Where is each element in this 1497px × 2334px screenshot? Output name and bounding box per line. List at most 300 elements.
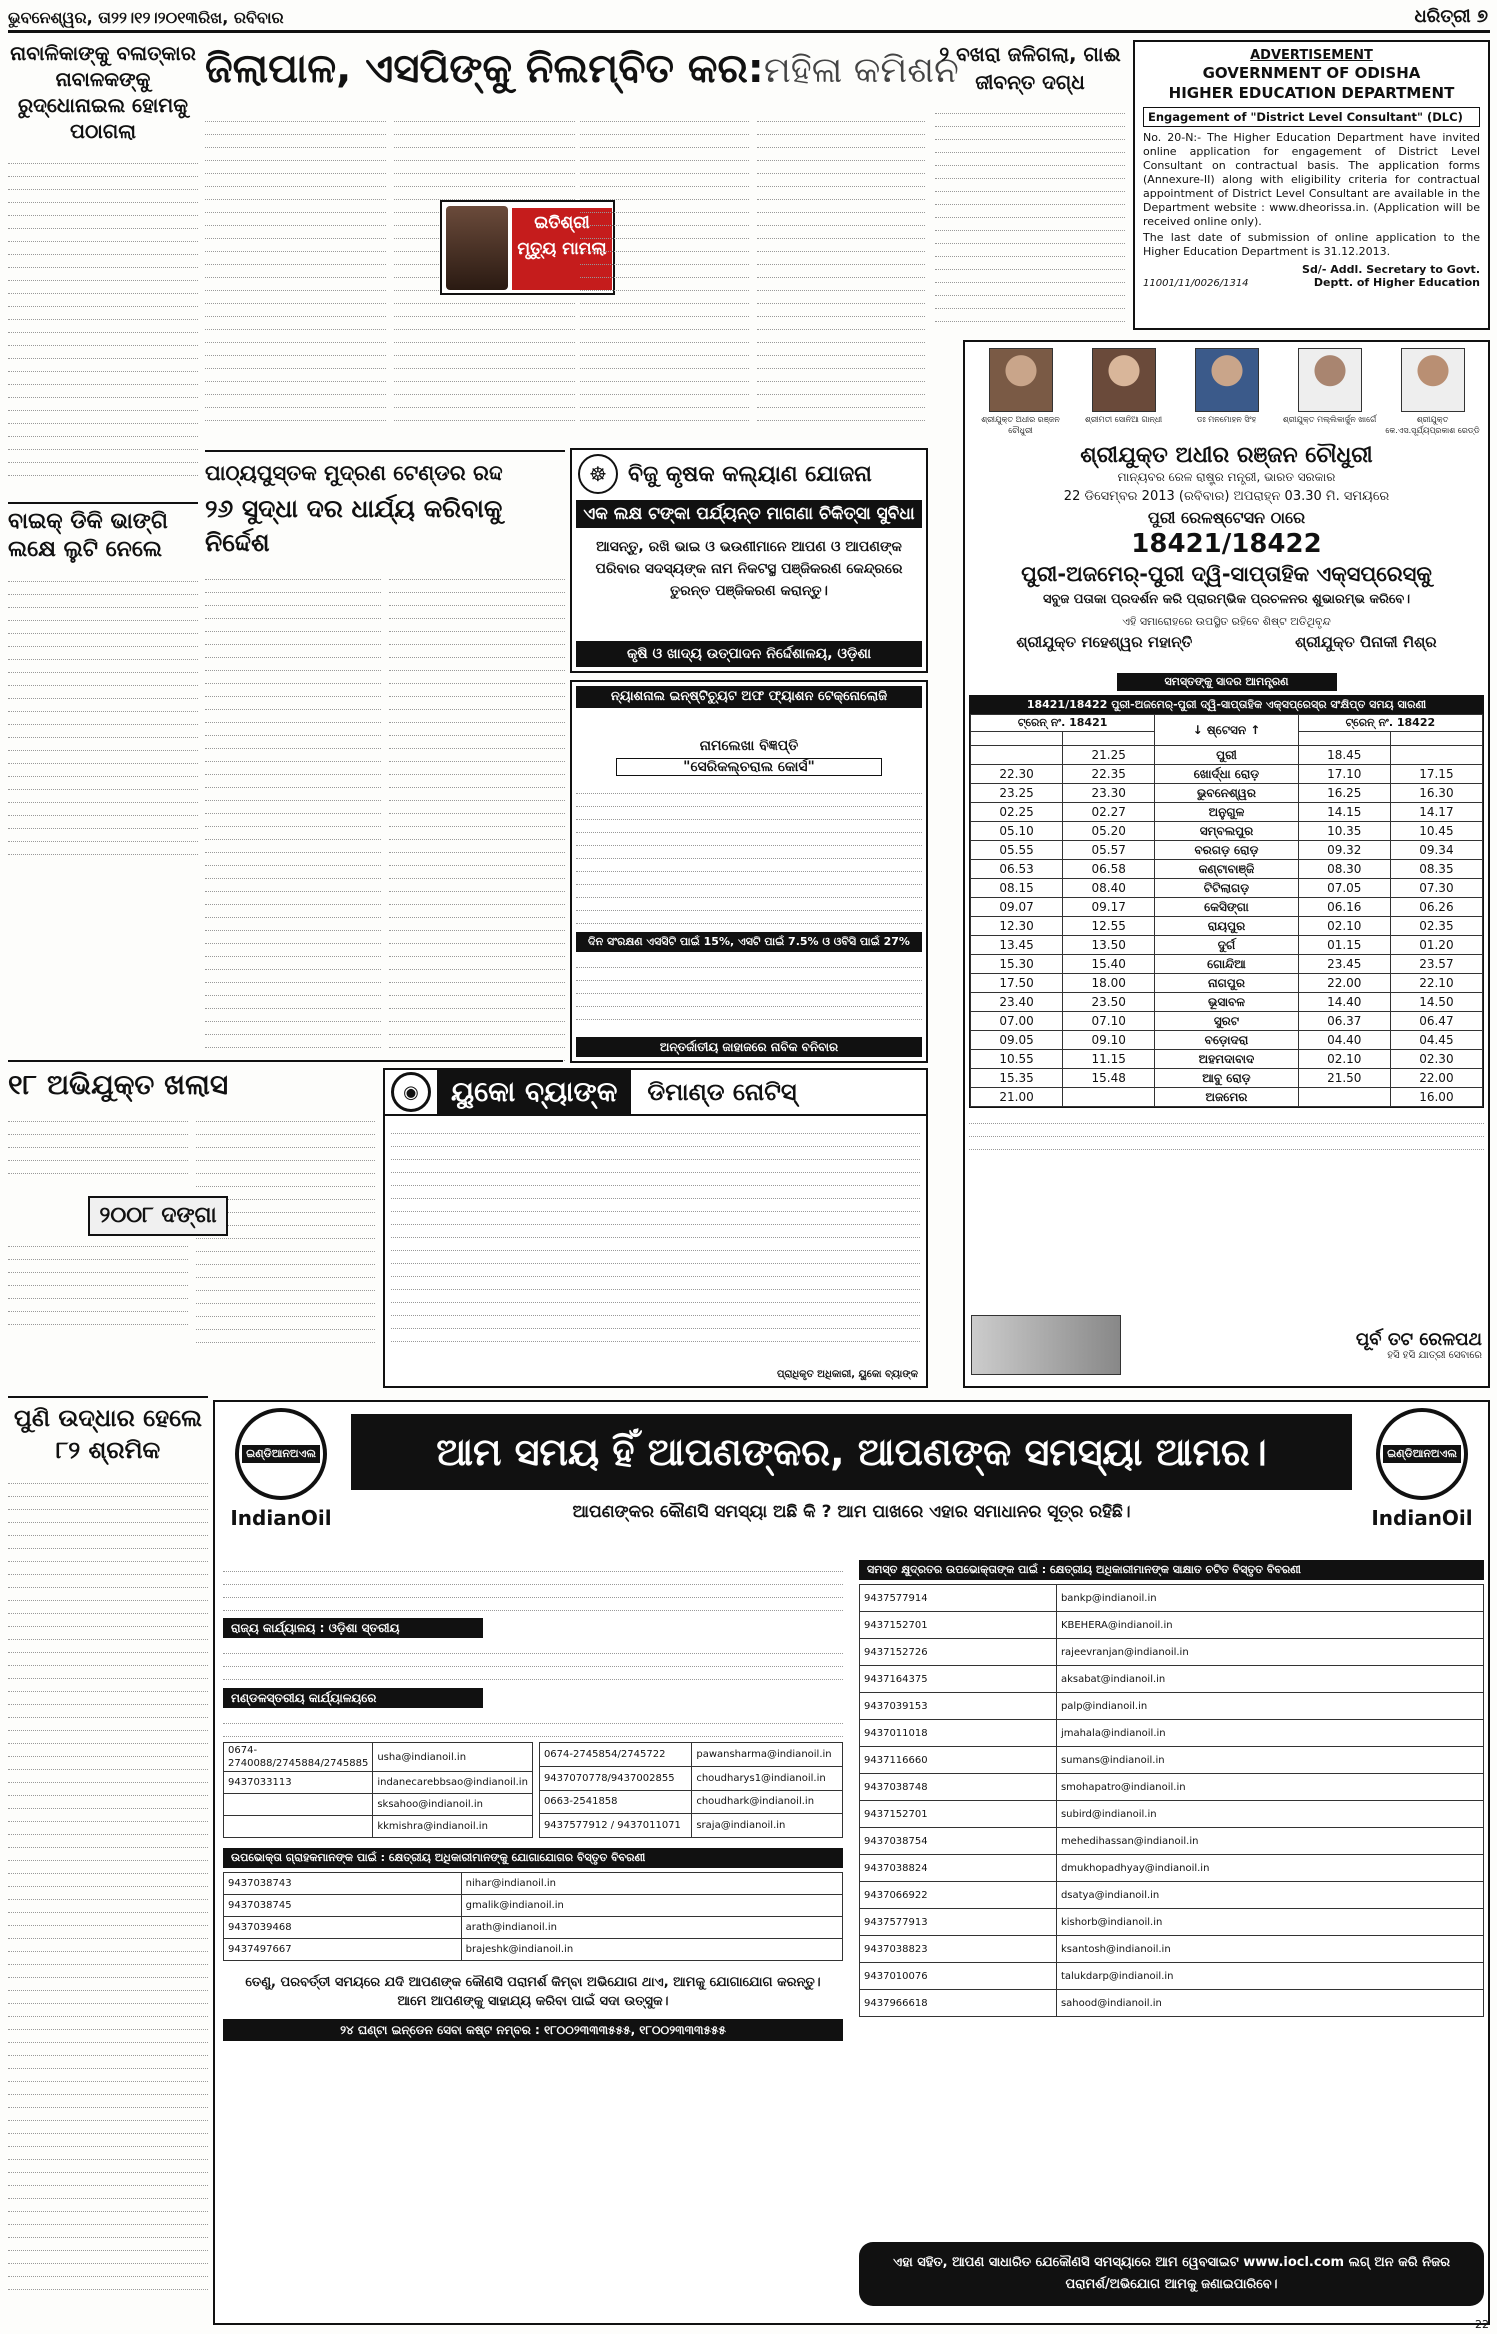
time-cell: 02.27 xyxy=(1063,803,1155,822)
station-cell: ଦୁର୍ଗ xyxy=(1155,936,1298,955)
odisha-ad xyxy=(1133,40,1490,330)
station-cell: ସୁରଟ xyxy=(1155,1012,1298,1031)
contact-row xyxy=(224,1743,533,1772)
fire-story xyxy=(935,40,1125,340)
contact-row xyxy=(860,1963,1484,1990)
time-cell: 18.00 xyxy=(1063,974,1155,993)
leader-name: ଡଃ ମନମୋହନ ସିଂହ xyxy=(1196,415,1257,424)
timetable xyxy=(969,695,1484,1108)
station-cell: ଖୋର୍ଦ୍ଧା ରୋଡ଼ xyxy=(1155,765,1298,784)
contact-email[interactable]: talukdarp@indianoil.in xyxy=(1056,1963,1483,1990)
contact-email[interactable]: choudharys1@indianoil.in xyxy=(692,1766,843,1790)
lead-headline xyxy=(205,40,959,100)
portrait-image xyxy=(446,206,508,290)
ad-label: ADVERTISEMENT xyxy=(1250,48,1373,63)
station-cell: ରାୟପୁର xyxy=(1155,917,1298,936)
contact-row xyxy=(539,1766,842,1790)
leader xyxy=(1385,348,1481,436)
time-cell xyxy=(971,746,1063,765)
contact-row xyxy=(860,1774,1484,1801)
contact-email[interactable]: arath@indianoil.in xyxy=(461,1917,842,1939)
contact-phone: 9437038754 xyxy=(860,1828,1057,1855)
time-cell: 01.20 xyxy=(1390,936,1482,955)
time-cell: 23.57 xyxy=(1390,955,1482,974)
ad-body: ଆସନ୍ତୁ, ରଖି ଭାଇ ଓ ଭଉଣୀମାନେ ଆପଣ ଓ ଆପଣଙ୍କ ପରିବାର ସଦସ୍ୟଙ୍କ ନାମ ନିକଟସ୍ଥ ପଞ୍ଜିକରଣ କେନ୍ଦ୍ରରେ ତୁରନ୍ତ ପଞ୍ଜିକରଣ କରାନ୍ତୁ। xyxy=(595,539,903,599)
contact-row xyxy=(860,1720,1484,1747)
timetable-row xyxy=(971,803,1483,822)
time-cell: 21.50 xyxy=(1298,1069,1390,1088)
contact-email[interactable]: pawansharma@indianoil.in xyxy=(692,1743,843,1767)
contact-email[interactable]: mehedihassan@indianoil.in xyxy=(1056,1828,1483,1855)
ioc-brand: IndianOil xyxy=(230,1506,332,1530)
lead-headline-tail: ମହିଳା କମିଶନ xyxy=(763,50,959,91)
ad-title: Engagement of "District Level Consultant" (DLC) xyxy=(1143,107,1480,127)
contact-phone: 9437038745 xyxy=(224,1895,462,1917)
time-cell: 08.35 xyxy=(1390,860,1482,879)
ioc-contacts-c xyxy=(223,1872,843,1961)
timetable-row xyxy=(971,841,1483,860)
timetable-row xyxy=(971,822,1483,841)
time-cell: 23.50 xyxy=(1063,993,1155,1012)
uco-brand: ୟୁକୋ ବ୍ୟାଙ୍କ xyxy=(437,1070,631,1114)
contact-row xyxy=(224,1917,843,1939)
contact-row xyxy=(860,1990,1484,2017)
time-cell: 22.00 xyxy=(1298,974,1390,993)
time-cell: 13.50 xyxy=(1063,936,1155,955)
contact-phone: 9437152701 xyxy=(860,1801,1057,1828)
ad-notice: ନାମଲେଖା ବିଜ୍ଞପ୍ତି xyxy=(699,738,799,754)
contact-row xyxy=(860,1666,1484,1693)
ioc-brand: IndianOil xyxy=(1371,1506,1473,1530)
contact-row xyxy=(224,1794,533,1816)
timetable-row xyxy=(971,784,1483,803)
station-cell: ଅନୁଗୁଳ xyxy=(1155,803,1298,822)
contact-email[interactable]: brajeshk@indianoil.in xyxy=(461,1939,842,1961)
time-cell: 17.10 xyxy=(1298,765,1390,784)
story-head: ୧୮ ଅଭିଯୁକ୍ତ ଖଲାସ xyxy=(8,1068,229,1101)
story-head: ବାଇକ୍ ଡିକି ଭାଙ୍ଗି ଲକ୍ଷେ ଲୁଟି ନେଲେ xyxy=(8,502,198,564)
station-cell: ଟିଟିଲାଗଡ଼ xyxy=(1155,879,1298,898)
time-cell: 07.10 xyxy=(1063,1012,1155,1031)
ioc-section: ମଣ୍ଡଳସ୍ତରୀୟ କାର୍ଯ୍ୟାଳୟରେ xyxy=(223,1688,483,1708)
station-cell: ଆବୁ ରୋଡ଼ xyxy=(1155,1069,1298,1088)
contact-phone: 9437033113 xyxy=(224,1772,373,1794)
time-cell: 10.55 xyxy=(971,1050,1063,1069)
lead-body-right xyxy=(580,110,925,440)
time-cell: 16.30 xyxy=(1390,784,1482,803)
ioc-web-line: ଏହା ସହିତ, ଆପଣ ସାଧାରିତ ଯେକୌଣସି ସମସ୍ୟାରେ ଆମ ୱେବସାଇଟ www.iocl.com ଲଗ୍ ଅନ କରି ନିଜର ପରାମର୍ଶ/ଅଭିଯୋଗ ଆମକୁ ଜଣାଇପାରିବେ। xyxy=(859,2242,1484,2306)
divider xyxy=(8,1396,208,1398)
leader-name: ଶ୍ରୀଯୁକ୍ତ ଅଧୀର ରଞ୍ଜନ ଚୌଧୁରୀ xyxy=(981,415,1060,435)
time-cell: 09.17 xyxy=(1063,898,1155,917)
timetable-title: 18421/18422 ପୁରୀ-ଅଜମେର୍-ପୁରୀ ଦ୍ୱି-ସାପ୍ତାହିକ ଏକ୍ସପ୍ରେସ୍‌ର ସଂକ୍ଷିପ୍ତ ସମୟ ସାରଣୀ xyxy=(970,696,1483,714)
leader-name: ଶ୍ରୀମତୀ ସୋନିଆ ଗାନ୍ଧୀ xyxy=(1084,415,1163,424)
contact-phone: 9437039153 xyxy=(860,1693,1057,1720)
contact-row xyxy=(860,1801,1484,1828)
time-cell: 09.34 xyxy=(1390,841,1482,860)
railway-tagline: ହସି ହସି ଯାତ୍ରୀ ସେବାରେ xyxy=(1387,1350,1482,1361)
ioc-section: ସମସ୍ତ କ୍ଷୁଦ୍ରତର ଉପଭୋକ୍ତାଙ୍କ ପାଇଁ : କ୍ଷେତ୍ରୀୟ ଅଧିକାରୀମାନଙ୍କ ସାକ୍ଷାତ ଚଟିତ ବିସ୍ତୃତ ବିବରଣୀ xyxy=(859,1560,1484,1580)
train-name: ପୁରୀ-ଅଜମେର୍-ପୁରୀ ଦ୍ୱି-ସାପ୍ତାହିକ ଏକ୍ସପ୍ରେସ୍‌କୁ xyxy=(1021,562,1432,586)
contact-phone: 9437164375 xyxy=(860,1666,1057,1693)
time-cell: 16.25 xyxy=(1298,784,1390,803)
timetable-row xyxy=(971,993,1483,1012)
timetable-row xyxy=(971,746,1483,765)
time-cell: 09.07 xyxy=(971,898,1063,917)
contact-phone: 9437038823 xyxy=(860,1936,1057,1963)
time-cell: 05.55 xyxy=(971,841,1063,860)
story-subhead: ୨୬ ସୁଦ୍ଧା ଦର ଧାର୍ଯ୍ୟ କରିବାକୁ ନିର୍ଦ୍ଦେଶ xyxy=(205,494,503,557)
ad-fee-line: ଦିନ ସଂରକ୍ଷଣ ଏସସିଟି ପାଇଁ 15%, ଏସଟି ପାଇଁ 7.5% ଓ ଓବିସି ପାଇଁ 27% xyxy=(576,932,922,952)
contact-phone: 9437116660 xyxy=(860,1747,1057,1774)
time-cell xyxy=(1390,746,1482,765)
uco-logo-icon: ◉ xyxy=(391,1072,431,1112)
contact-email[interactable]: gmalik@indianoil.in xyxy=(461,1895,842,1917)
ad-footer: ଅନ୍ତର୍ଜାତୀୟ ଜାହାଜରେ ନାବିକ ବନିବାର xyxy=(576,1037,922,1057)
contact-phone: 9437152726 xyxy=(860,1639,1057,1666)
contact-phone: 9437152701 xyxy=(860,1612,1057,1639)
divider xyxy=(205,450,565,452)
contact-email[interactable]: indanecarebbsao@indianoil.in xyxy=(373,1772,533,1794)
paper-name: ଧରିତ୍ରୀ ୭ xyxy=(1414,6,1488,27)
ioc-left xyxy=(223,1560,843,2320)
contact-row xyxy=(860,1639,1484,1666)
story-head: ନାବାଳିକାଙ୍କୁ ବଳାତ୍କାର ନାବାଳକଙ୍କୁ ରୁଦ୍ଧୋନାଇଲ ହୋମକୁ ପଠାଗଲା xyxy=(10,41,196,143)
uco-signer: ପ୍ରାଧିକୃତ ଅଧିକାରୀ, ୟୁକୋ ବ୍ୟାଙ୍କ xyxy=(776,1369,918,1380)
guest-name: ଶ୍ରୀଯୁକ୍ତ ମହେଶ୍ୱର ମହାନ୍ତି xyxy=(1016,633,1193,651)
time-cell: 04.40 xyxy=(1298,1031,1390,1050)
station-cell: କେସିଙ୍ଗା xyxy=(1155,898,1298,917)
contact-phone: 0663-2541858 xyxy=(539,1790,691,1814)
time-cell: 06.53 xyxy=(971,860,1063,879)
time-cell: 05.57 xyxy=(1063,841,1155,860)
ioc-logo-mark: ଇଣ୍ଡିଆନଅଏଲ xyxy=(1383,1445,1461,1463)
contact-row xyxy=(860,1828,1484,1855)
time-cell: 21.00 xyxy=(971,1088,1063,1107)
textbook-story xyxy=(205,458,565,1078)
train-b-header: ଟ୍ରେନ୍ ନଂ. 18422 xyxy=(1298,715,1482,732)
dateline: ଭୁବନେଶ୍ୱର, ତା୨୨।୧୨।୨୦୧୩ରିଖ, ରବିବାର xyxy=(8,8,284,27)
contact-phone xyxy=(224,1794,373,1816)
ad-sign2: Deptt. of Higher Education xyxy=(1313,276,1480,289)
story-body xyxy=(8,570,198,870)
leader-name: ଶ୍ରୀଯୁକ୍ତ କେ.ଏସ.ସୂର୍ଯ୍ୟପ୍ରକାଶ ରେଡ୍ଡି xyxy=(1385,415,1480,435)
contact-phone: 9437966618 xyxy=(860,1990,1057,2017)
contact-phone: 9437577913 xyxy=(860,1909,1057,1936)
train-a-header: ଟ୍ରେନ୍ ନଂ. 18421 xyxy=(971,715,1155,732)
contact-row xyxy=(224,1816,533,1838)
story-body xyxy=(205,568,565,1078)
contact-email[interactable]: KBEHERA@indianoil.in xyxy=(1056,1612,1483,1639)
contact-email[interactable]: sraja@indianoil.in xyxy=(692,1814,843,1838)
divider xyxy=(8,1060,563,1062)
ad-footer: କୃଷି ଓ ଖାଦ୍ୟ ଉତ୍ପାଦନ ନିର୍ଦ୍ଦେଶାଳୟ, ଓଡ଼ିଶା xyxy=(576,641,922,667)
timetable-row xyxy=(971,898,1483,917)
masthead-rule xyxy=(8,30,1490,33)
station-cell: ଭୂସାବଳ xyxy=(1155,993,1298,1012)
ioc-contacts-b xyxy=(539,1742,843,1838)
contact-email[interactable]: ksantosh@indianoil.in xyxy=(1056,1936,1483,1963)
time-cell: 02.35 xyxy=(1390,917,1482,936)
station-cell: କଣ୍ଟାବାଞ୍ଜି xyxy=(1155,860,1298,879)
ioc-helpline: ୨୪ ଘଣ୍ଟା ଇନ୍‌ଡେନ ସେବା କଷ୍ଟ ନମ୍ବର : ୧୮୦୦୨୩୩୩୫୫୫, ୧୮୦୦୨୩୩୩୫୫୫ xyxy=(223,2019,843,2041)
ioc-contact-tables xyxy=(223,1742,843,1838)
contact-email[interactable]: jmahala@indianoil.in xyxy=(1056,1720,1483,1747)
ioc-headline: ଆମ ସମୟ ହିଁ ଆପଣଙ୍କର, ଆପଣଙ୍କ ସମସ୍ୟା ଆମର। xyxy=(351,1414,1352,1490)
timetable-row xyxy=(971,1050,1483,1069)
event-station: ପୁରୀ ରେଳଷ୍ଟେସନ ଠାରେ xyxy=(1147,508,1306,527)
minister-title: ମାନ୍ୟବର ରେଳ ରାଷ୍ଟ୍ର ମନ୍ତ୍ରୀ, ଭାରତ ସରକାର xyxy=(1117,470,1336,484)
time-cell: 22.00 xyxy=(1390,1069,1482,1088)
welcome-banner: ସମସ୍ତଙ୍କୁ ସାଦର ଆମନ୍ତ୍ରଣ xyxy=(1117,673,1337,691)
time-cell: 23.30 xyxy=(1063,784,1155,803)
station-cell: ବଡ଼ୋଦରା xyxy=(1155,1031,1298,1050)
leader xyxy=(1282,348,1378,436)
story-head: ପୁଣି ଉଦ୍ଧାର ହେଲେ ୮୨ ଶ୍ରମିକ xyxy=(13,1404,203,1464)
contact-email[interactable]: kishorb@indianoil.in xyxy=(1056,1909,1483,1936)
time-cell: 14.50 xyxy=(1390,993,1482,1012)
contact-email[interactable]: aksabat@indianoil.in xyxy=(1056,1666,1483,1693)
event-date: 22 ଡିସେମ୍ବର 2013 (ରବିବାର) ଅପରାହ୍ନ 03.30 ମି. ସମୟରେ xyxy=(1063,489,1390,504)
contact-row xyxy=(539,1790,842,1814)
contact-row xyxy=(224,1772,533,1794)
contact-phone: 9437497667 xyxy=(224,1939,462,1961)
contact-email[interactable]: sksahoo@indianoil.in xyxy=(373,1794,533,1816)
time-cell: 06.58 xyxy=(1063,860,1155,879)
contact-phone: 0674-2745854/2745722 xyxy=(539,1743,691,1767)
time-cell: 22.30 xyxy=(971,765,1063,784)
time-cell: 13.45 xyxy=(971,936,1063,955)
train-image xyxy=(971,1315,1121,1375)
ioc-ad xyxy=(213,1400,1490,2325)
story-head: ୨ ବଖରା ଜଳିଗଲା, ଗାଈ ଜୀବନ୍ତ ଦଗ୍ଧ xyxy=(939,42,1121,94)
contact-row xyxy=(860,1909,1484,1936)
station-cell: ଅହମଦାବାଦ xyxy=(1155,1050,1298,1069)
timetable-table xyxy=(970,714,1483,1107)
contact-phone xyxy=(224,1816,373,1838)
ioc-contacts-right xyxy=(859,1584,1484,2017)
contact-email[interactable]: bankp@indianoil.in xyxy=(1056,1585,1483,1612)
time-cell: 06.26 xyxy=(1390,898,1482,917)
leader-name: ଶ୍ରୀଯୁକ୍ତ ମଲ୍ଲିକାର୍ଜୁନ ଖାର୍ଗେ xyxy=(1282,415,1377,424)
timetable-row xyxy=(971,974,1483,993)
ioc-logo-left xyxy=(221,1408,341,1548)
ad-deadline: The last date of submission of online application to the Higher Education Department is 31.12.2013. xyxy=(1143,231,1480,258)
contact-row xyxy=(860,1747,1484,1774)
ad-ref: 11001/11/0026/1314 xyxy=(1143,278,1249,289)
timetable-row xyxy=(971,936,1483,955)
timetable-row xyxy=(971,860,1483,879)
leader-photo xyxy=(1298,348,1362,412)
ad-org: GOVERNMENT OF ODISHA xyxy=(1202,64,1421,82)
time-cell: 01.15 xyxy=(1298,936,1390,955)
time-cell: 02.25 xyxy=(971,803,1063,822)
time-cell: 22.10 xyxy=(1390,974,1482,993)
time-cell: 04.45 xyxy=(1390,1031,1482,1050)
time-cell: 17.50 xyxy=(971,974,1063,993)
station-cell: ପୁରୀ xyxy=(1155,746,1298,765)
station-cell: ଅଜମେର xyxy=(1155,1088,1298,1107)
minister-name: ଶ୍ରୀଯୁକ୍ତ ଅଧୀର ରଞ୍ଜନ ଚୌଧୁରୀ xyxy=(1080,443,1373,468)
time-cell: 09.10 xyxy=(1063,1031,1155,1050)
contact-email[interactable]: dmukhopadhyay@indianoil.in xyxy=(1056,1855,1483,1882)
timetable-row xyxy=(971,1012,1483,1031)
contact-phone: 9437039468 xyxy=(224,1917,462,1939)
uco-ad xyxy=(383,1068,928,1388)
station-header: ↓ ଷ୍ଟେସନ ↑ xyxy=(1155,715,1298,746)
time-cell: 15.48 xyxy=(1063,1069,1155,1088)
contact-email[interactable]: dsatya@indianoil.in xyxy=(1056,1882,1483,1909)
contact-email[interactable]: smohapatro@indianoil.in xyxy=(1056,1774,1483,1801)
story-body xyxy=(935,102,1125,332)
time-cell: 07.30 xyxy=(1390,879,1482,898)
contact-row xyxy=(860,1936,1484,1963)
contact-email[interactable]: sahood@indianoil.in xyxy=(1056,1990,1483,2017)
contact-email[interactable]: subird@indianoil.in xyxy=(1056,1801,1483,1828)
rail-ad xyxy=(963,340,1490,1388)
nift-ad xyxy=(570,680,928,1063)
contact-phone: 9437010076 xyxy=(860,1963,1057,1990)
time-cell: 11.15 xyxy=(1063,1050,1155,1069)
contact-row xyxy=(860,1585,1484,1612)
time-cell: 08.40 xyxy=(1063,879,1155,898)
flag-line: ସବୁଜ ପତାକା ପ୍ରଦର୍ଶନ କରି ପ୍ରାରମ୍ଭିକ ପ୍ରଚଳନର ଶୁଭାରମ୍ଭ କରିବେ। xyxy=(1042,592,1411,607)
contact-row xyxy=(224,1939,843,1961)
time-cell: 09.05 xyxy=(971,1031,1063,1050)
time-cell: 12.55 xyxy=(1063,917,1155,936)
time-cell: 15.35 xyxy=(971,1069,1063,1088)
time-cell: 06.16 xyxy=(1298,898,1390,917)
time-cell: 15.30 xyxy=(971,955,1063,974)
time-cell: 22.35 xyxy=(1063,765,1155,784)
time-cell: 21.25 xyxy=(1063,746,1155,765)
ioc-section: ଉପଭୋକ୍ତା ଗ୍ରାହକମାନଙ୍କ ପାଇଁ : କ୍ଷେତ୍ରୀୟ ଅଧିକାରୀମାନଙ୍କୁ ଯୋଗାଯୋଗର ବିସ୍ତୃତ ବିବରଣୀ xyxy=(223,1848,843,1868)
story-body xyxy=(8,152,198,492)
contact-phone: 9437577912 / 9437011071 xyxy=(539,1814,691,1838)
time-cell xyxy=(1063,1088,1155,1107)
time-cell: 10.45 xyxy=(1390,822,1482,841)
leader xyxy=(1076,348,1172,436)
leader-photo xyxy=(1401,348,1465,412)
time-cell: 23.40 xyxy=(971,993,1063,1012)
timetable-row xyxy=(971,1031,1483,1050)
ioc-closing: ଆମେ ଆପଣଙ୍କୁ ସାହାଯ୍ୟ କରିବା ପାଇଁ ସଦା ଉତ୍ସୁକ। xyxy=(397,1994,669,2009)
contact-phone: 0674-2740088/2745884/2745885 xyxy=(224,1743,373,1772)
contact-email[interactable]: usha@indianoil.in xyxy=(373,1743,533,1772)
lead-headline-main: ଜିଲାପାଳ, ଏସପିଙ୍କୁ ନିଲମ୍ବିତ କର: xyxy=(205,46,764,92)
uco-notice: ଡିମାଣ୍ଡ ନୋଟିସ୍ xyxy=(647,1078,797,1106)
timetable-rows xyxy=(971,746,1483,1107)
leader-photo xyxy=(1092,348,1156,412)
time-cell: 14.40 xyxy=(1298,993,1390,1012)
photo-caption: ଇତିଶ୍ରୀ ମୃତ୍ୟୁ ମାମଲା xyxy=(512,208,612,290)
timetable-row xyxy=(971,765,1483,784)
time-cell: 02.10 xyxy=(1298,1050,1390,1069)
time-cell: 02.10 xyxy=(1298,917,1390,936)
story-head: ପାଠ୍ୟପୁସ୍ତକ ମୁଦ୍ରଣ ଟେଣ୍ଡର ରଦ୍ଦ xyxy=(205,461,503,485)
time-cell: 16.00 xyxy=(1390,1088,1482,1107)
time-cell: 08.15 xyxy=(971,879,1063,898)
ioc-section: ରାଜ୍ୟ କାର୍ଯ୍ୟାଳୟ : ଓଡ଼ିଶା ସ୍ତରୀୟ xyxy=(223,1618,483,1638)
contact-row xyxy=(224,1895,843,1917)
contact-phone: 9437066922 xyxy=(860,1882,1057,1909)
guests-line: ଏହି ସମାରୋହରେ ଉପସ୍ଥିତ ରହିବେ ଶିଷ୍ଟ ଅତିଥିବୃନ୍ଦ xyxy=(1122,615,1331,628)
time-cell: 12.30 xyxy=(971,917,1063,936)
contact-row xyxy=(224,1873,843,1895)
contact-phone: 9437038824 xyxy=(860,1855,1057,1882)
leader-photo xyxy=(1195,348,1259,412)
contact-row xyxy=(539,1814,842,1838)
time-cell: 05.20 xyxy=(1063,822,1155,841)
station-cell: ଭୁବନେଶ୍ୱର xyxy=(1155,784,1298,803)
time-cell: 18.45 xyxy=(1298,746,1390,765)
contact-email[interactable]: nihar@indianoil.in xyxy=(461,1873,842,1895)
time-cell: 05.10 xyxy=(971,822,1063,841)
timetable-row xyxy=(971,879,1483,898)
contact-phone: 9437038748 xyxy=(860,1774,1057,1801)
leader xyxy=(1179,348,1275,436)
contact-email[interactable]: choudhark@indianoil.in xyxy=(692,1790,843,1814)
time-cell: 14.15 xyxy=(1298,803,1390,822)
train-number: 18421/18422 xyxy=(1131,529,1322,559)
time-cell: 23.25 xyxy=(971,784,1063,803)
guest-name: ଶ୍ରୀଯୁକ୍ତ ପିନାକୀ ମିଶ୍ର xyxy=(1295,633,1437,651)
time-cell: 07.00 xyxy=(971,1012,1063,1031)
station-cell: ଗୋନ୍ଦିଆ xyxy=(1155,955,1298,974)
time-cell: 08.30 xyxy=(1298,860,1390,879)
leader-photo xyxy=(989,348,1053,412)
time-cell: 09.32 xyxy=(1298,841,1390,860)
timetable-row xyxy=(971,1069,1483,1088)
timetable-row xyxy=(971,955,1483,974)
contact-row xyxy=(860,1855,1484,1882)
ioc-logo-right xyxy=(1362,1408,1482,1548)
contact-phone: 9437070778/9437002855 xyxy=(539,1766,691,1790)
station-cell: ସମ୍ବଲପୁର xyxy=(1155,822,1298,841)
leader xyxy=(973,348,1069,436)
time-cell: 14.17 xyxy=(1390,803,1482,822)
time-cell: 06.47 xyxy=(1390,1012,1482,1031)
contact-email[interactable]: sumans@indianoil.in xyxy=(1056,1747,1483,1774)
labourers-story xyxy=(8,1402,208,2322)
story-body xyxy=(8,1472,208,2302)
page-number: 22 xyxy=(1475,2318,1489,2331)
time-cell: 10.35 xyxy=(1298,822,1390,841)
contact-phone: 9437011018 xyxy=(860,1720,1057,1747)
year-badge: ୨୦୦୮ ଦଙ୍ଗା xyxy=(88,1196,228,1236)
time-cell: 23.45 xyxy=(1298,955,1390,974)
ad-course: "ସେରିକଲ୍‌ଚରାଲ କୋର୍ସ" xyxy=(616,758,882,776)
time-cell xyxy=(1298,1088,1390,1107)
time-cell: 02.30 xyxy=(1390,1050,1482,1069)
contact-email[interactable]: palp@indianoil.in xyxy=(1056,1693,1483,1720)
contact-row xyxy=(539,1743,842,1767)
time-cell: 06.37 xyxy=(1298,1012,1390,1031)
station-cell: ନାଗପୁର xyxy=(1155,974,1298,993)
leaders-row xyxy=(965,342,1488,436)
timetable-row xyxy=(971,917,1483,936)
contact-email[interactable]: rajeevranjan@indianoil.in xyxy=(1056,1639,1483,1666)
time-cell: 15.40 xyxy=(1063,955,1155,974)
timetable-row xyxy=(971,1088,1483,1107)
railway-name: ପୂର୍ବ ତଟ ରେଳପଥ xyxy=(1355,1329,1482,1350)
ioc-contacts-a xyxy=(223,1742,533,1838)
ioc-logo-mark: ଇଣ୍ଡିଆନଅଏଲ xyxy=(242,1445,320,1463)
biju-ad xyxy=(570,448,928,673)
ad-sign1: Sd/- Addl. Secretary to Govt. xyxy=(1302,263,1480,276)
ad-body: No. 20-N:- The Higher Education Department have invited online application for engagement of District Level Consultant on contractual basis. The application forms (Annexure-II) along with eligibility criteria for contractual appointment of District Level Consultant are available in the Department website : www.dheorissa.in. (Application will be received online only). xyxy=(1143,131,1480,228)
contact-email[interactable]: kkmishra@indianoil.in xyxy=(373,1816,533,1838)
